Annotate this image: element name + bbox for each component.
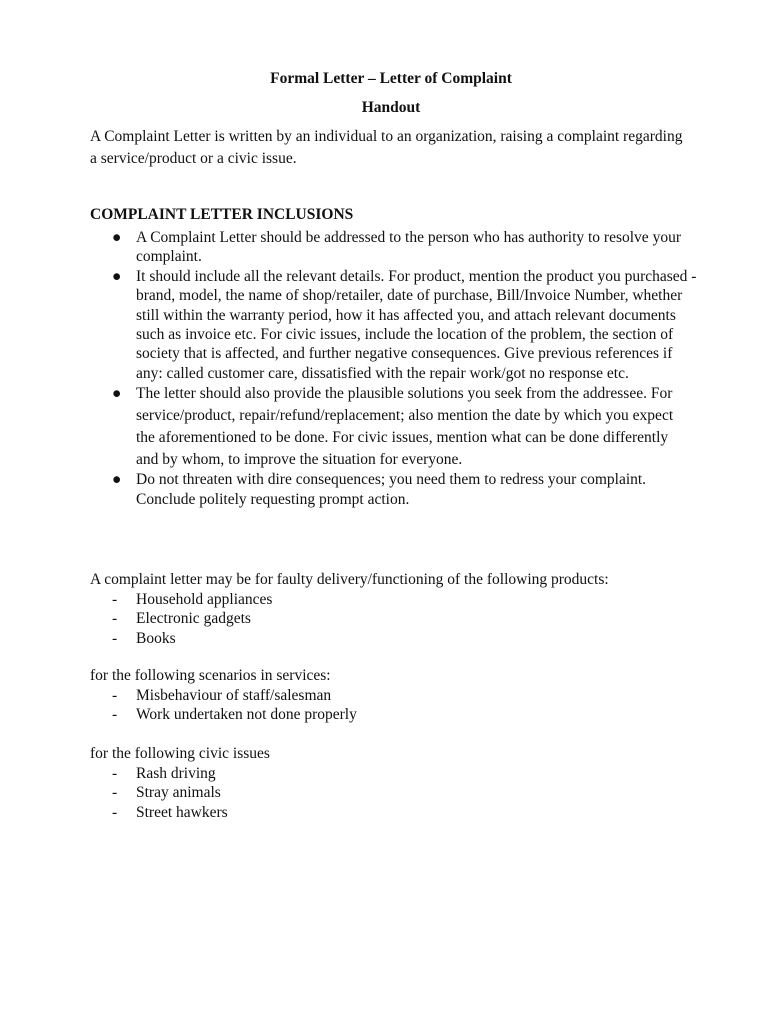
civic-list [90, 764, 228, 822]
list-item-text: Work undertaken not done properly [136, 706, 357, 724]
list-item [90, 686, 357, 705]
list-item-text: Stray animals [136, 784, 221, 802]
list-item [90, 783, 228, 802]
list-item [90, 705, 357, 724]
list-item [90, 228, 700, 267]
list-item-text: Street hawkers [136, 803, 228, 821]
services-list [90, 686, 357, 725]
list-item-text: Household appliances [136, 591, 273, 608]
dash-icon: - [112, 803, 118, 821]
dash-icon: - [112, 706, 118, 724]
document-title: Formal Letter – Letter of Complaint [270, 70, 512, 87]
dash-icon: - [112, 629, 118, 647]
inclusions-list [90, 228, 700, 509]
list-item-text: Books [136, 629, 176, 647]
dash-icon: - [112, 784, 118, 802]
dash-icon: - [112, 591, 118, 608]
list-item [90, 803, 228, 822]
document-subtitle: Handout [361, 99, 421, 116]
civic-intro: for the following civic issues [90, 745, 270, 762]
products-list [90, 590, 272, 648]
list-item-text: Misbehaviour of staff/salesman [136, 687, 332, 704]
list-item-text: Rash driving [136, 765, 216, 782]
dash-icon: - [112, 610, 118, 628]
products-intro: A complaint letter may be for faulty delivery/functioning of the following products: [90, 571, 609, 588]
bullet-icon: ● [112, 385, 122, 403]
inclusions-heading: COMPLAINT LETTER INCLUSIONS [90, 206, 354, 223]
services-intro: for the following scenarios in services: [90, 667, 331, 684]
list-item-text: A Complaint Letter should be addressed to the person who has authority to resolve your complaint. [136, 229, 681, 266]
list-item-text: Electronic gadgets [136, 610, 251, 628]
list-item-text: It should include all the relevant details. For product, mention the product you purchased - brand, model, the name of shop/retailer, date of purchase, Bill/Invoice Number, whether still within the warranty period, how it has affected you, and attach relevant documents such as invoice etc. For civic issues, include the location of the problem, the section of society that is affected, and further negative consequences. Give previous references if any: called customer care, dissatisfied with the repair work/got no response etc. [136, 267, 697, 382]
list-item-text: The letter should also provide the plausible solutions you seek from the addressee. For service/product, repair/refund/replacement; also mention the date by which you expect the aforementioned to be done. For civic issues, mention what can be done differently and by whom, to improve the situation for everyone. [136, 385, 674, 468]
list-item [90, 764, 228, 783]
list-item [90, 383, 676, 470]
list-item [90, 590, 272, 609]
bullet-icon: ● [112, 471, 122, 489]
list-item [90, 609, 272, 628]
intro-paragraph: A Complaint Letter is written by an individual to an organization, raising a complaint regarding a service/product or a civic issue. [90, 128, 683, 167]
dash-icon: - [112, 765, 118, 782]
list-item [90, 267, 700, 383]
list-item [90, 629, 272, 648]
bullet-icon: ● [112, 229, 122, 246]
bullet-icon: ● [112, 267, 122, 285]
dash-icon: - [112, 687, 118, 704]
list-item [90, 470, 700, 509]
list-item-text: Do not threaten with dire consequences; you need them to redress your complaint. Conclude politely requesting prompt action. [136, 471, 647, 508]
